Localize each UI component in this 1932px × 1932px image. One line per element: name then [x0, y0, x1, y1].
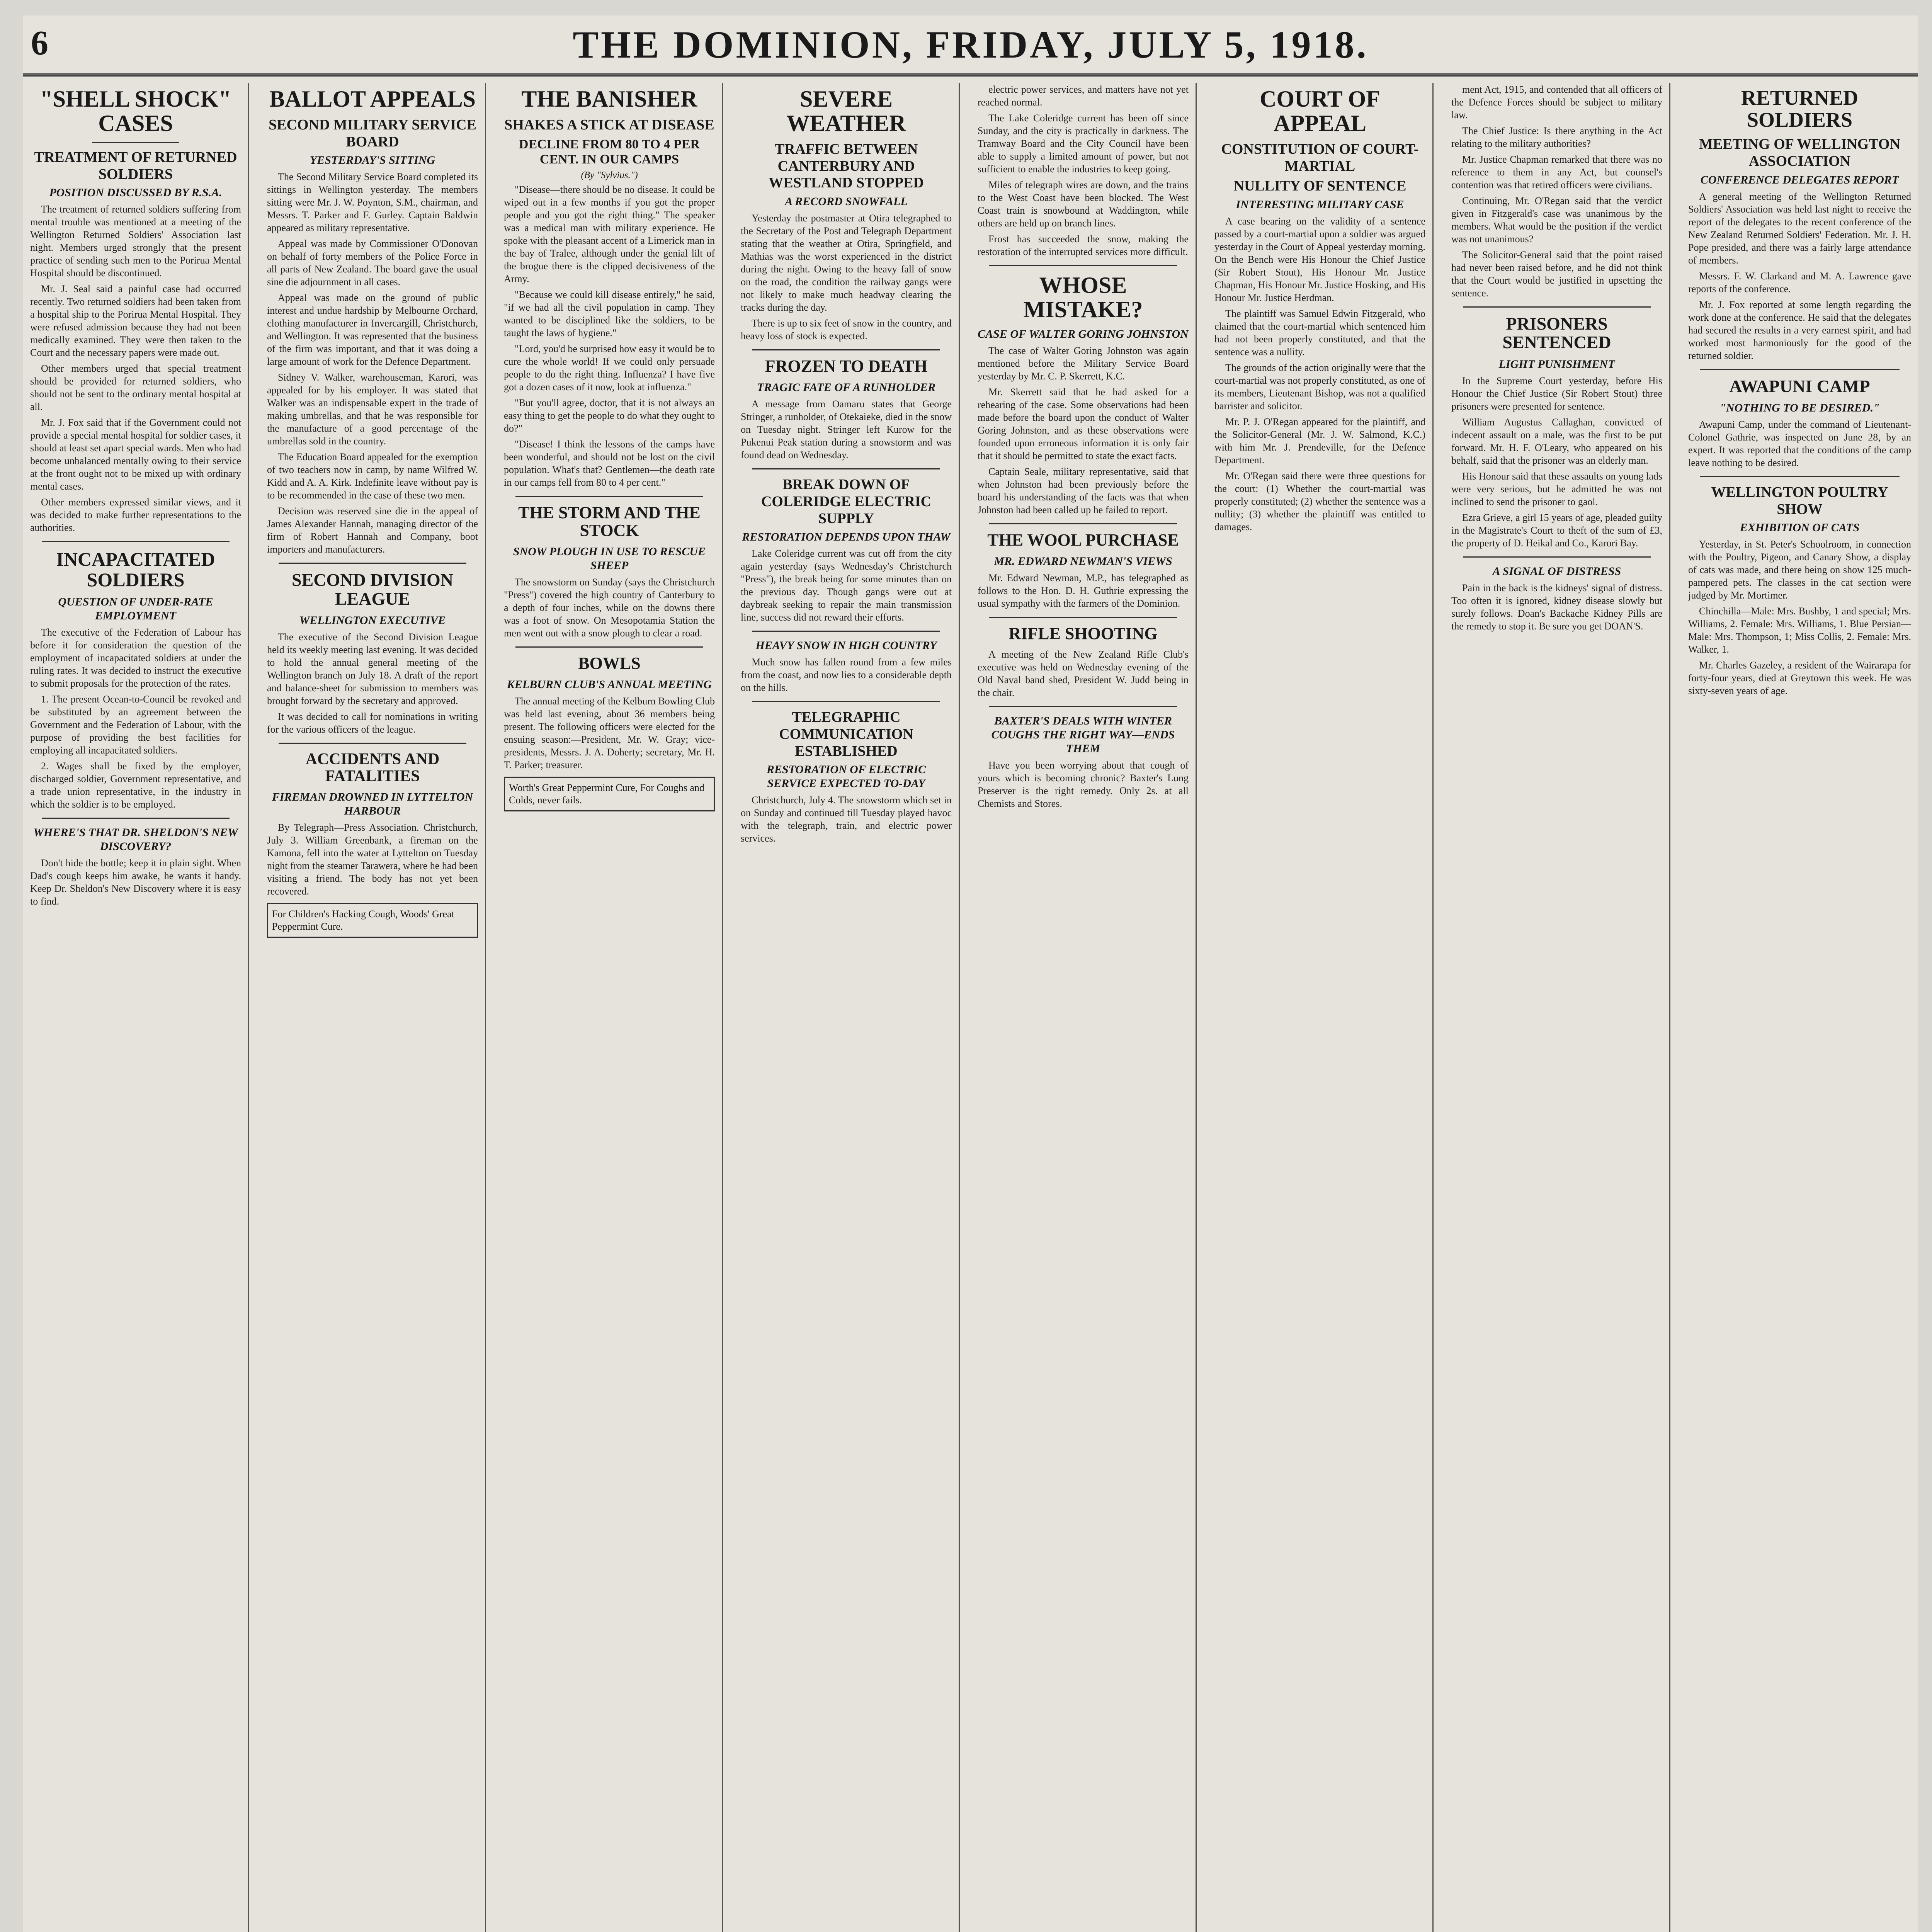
article-paragraph: "Lord, you'd be surprised how easy it would be to cure the whole world! If we could only persuade people to do the right thing. Influenza? I have five got a dozen cases of it now, look at influenza.": [504, 343, 715, 393]
article-paragraph: "Because we could kill disease entirely," he said, "if we had all the civil population in camp. They wanted to be disciplined like the soldiers, to be taught the laws of hygiene.": [504, 289, 715, 338]
article-paragraph: There is up to six feet of snow in the country, and heavy loss of stock is expected.: [741, 318, 952, 342]
article-paragraph: Decision was reserved sine die in the appeal of James Alexander Hannah, managing director of the firm of Robert Hannah and Company, boot importers and manufacturers.: [267, 505, 478, 555]
article-paragraph: Mr. O'Regan said there were three questions for the court: (1) Whether the court-martial was properly constituted; (2) whether the sentence was a nullity; (3) whether the plaintiff was entitled to damages.: [1214, 470, 1425, 533]
advertisement-heading: WHERE'S THAT DR. SHELDON'S NEW DISCOVERY?: [33, 826, 238, 853]
article-paragraph: Appeal was made on the ground of public interest and undue hardship by Melbourne Orchard, clothing manufacturer in Invercargill, Christchurch, and Wellington. It was represented that the business of the firm was important, and that it was doing a large amount of work for the Defence Department.: [267, 292, 478, 367]
article-paragraph: Christchurch, July 4. The snowstorm which set in on Sunday and continued till Tuesday played havoc with the telegraph, train, and electric power services.: [741, 794, 952, 844]
subhead: SHAKES A STICK AT DISEASE: [504, 117, 714, 133]
divider: [752, 631, 940, 632]
article-paragraph: Captain Seale, military representative, said that when Johnston had been previously before the board his understanding of the facts was that when Johnston had been called up he failed to report.: [978, 466, 1189, 515]
headline-incapacitated-soldiers: INCAPACITATED SOLDIERS: [56, 548, 215, 590]
article-paragraph: Appeal was made by Commissioner O'Donovan on behalf of forty members of the Police Force in all parts of New Zealand. The board gave the usual sine die adjournment in all cases.: [267, 238, 478, 288]
headline-storm-and-stock: THE STORM AND THE STOCK: [518, 503, 701, 540]
subhead: RESTORATION DEPENDS UPON THAW: [742, 531, 951, 544]
divider: [752, 701, 940, 702]
article-paragraph: The snowstorm on Sunday (says the Christchurch "Press") covered the high country of Canterbury to a depth of four inches, while on the downs there was a foot of snow. On Mesopotamia Station the men went out with a snow plough to clear a road.: [504, 577, 715, 639]
article-paragraph: Mr. J. Fox said that if the Government could not provide a special mental hospital for soldier cases, it should at least set apart special wards. Men who had become unbalanced mentally owing to their service at the front ought not to be mixed up with ordinary mental cases.: [30, 417, 241, 492]
subhead: CONSTITUTION OF COURT-MARTIAL: [1221, 141, 1419, 174]
headline-returned-soldiers: RETURNED SOLDIERS: [1741, 86, 1859, 131]
divider: [42, 818, 230, 819]
article-paragraph: Awapuni Camp, under the command of Lieutenant-Colonel Gathrie, was inspected on June 28, by an expert. It was reported that the conditions of the camp leave nothing to be desired.: [1688, 419, 1911, 469]
article-paragraph: "Disease—there should be no disease. It could be wiped out in a few months if you got the proper people and you got the right thing." The speaker was a medical man with military experience. He spoke with the pleasant accent of a Limerick man in the bay of Tralee, although under the genial lilt of the brogue there is the clipped decisiveness of the Army.: [504, 184, 715, 284]
article-paragraph: His Honour said that these assaults on young lads were very serious, but he admitted he was not inclined to send the prisoner to gaol.: [1451, 470, 1662, 507]
divider: [989, 617, 1177, 618]
subhead: TRAGIC FATE OF A RUNHOLDER: [757, 381, 936, 394]
headline-court-of-appeal: COURT OF APPEAL: [1260, 86, 1380, 136]
headline-telegraphic: TELEGRAPHIC COMMUNICATION ESTABLISHED: [779, 709, 913, 759]
masthead: [23, 15, 1918, 77]
column-8: [1681, 83, 1918, 1932]
subhead: SECOND MILITARY SERVICE BOARD: [269, 117, 476, 150]
article-paragraph: Other members expressed similar views, and it was decided to make further representations to the authorities.: [30, 497, 241, 534]
article-paragraph: Lake Coleridge current was cut off from the city again yesterday (says Wednesday's Christchurch "Press"), the break being for some minutes than on the previous day. Though gangs were out at daybreak seeking to repair the main transmission line, success did not reward their efforts.: [741, 548, 952, 623]
article-paragraph: Other members urged that special treatment should be provided for returned soldiers, who should not be sent to the ordinary mental hospital at all.: [30, 363, 241, 413]
subhead: FIREMAN DROWNED IN LYTTELTON HARBOUR: [272, 791, 473, 818]
headline-shell-shock: "SHELL SHOCK" CASES: [40, 86, 231, 136]
divider: [1463, 556, 1651, 558]
divider: [515, 646, 703, 648]
article-paragraph: Mr. J. Fox reported at some length regarding the work done at the conference. He said that the delegates had secured the results in a very earnest spirit, and had worked most harmoniously for the good of the returned soldier.: [1688, 299, 1911, 361]
article-paragraph: A case bearing on the validity of a sentence passed by a court-martial upon a soldier was argued yesterday in the Court of Appeal yesterday morning. On the Bench were His Honour the Chief Justice (Sir Robert Stout), His Honour Mr. Justice Chapman, His Honour Mr. Justice Hosking, and His Honour Mr. Justice Herdman.: [1214, 216, 1425, 304]
article-paragraph: Mr. Skerrett said that he had asked for a rehearing of the case. Some observations had been made before the board upon the conduct of Walter Goring Johnston, and as these observations were founded upon erroneous information it is only fair that it should be permitted to state the exact facts.: [978, 386, 1189, 461]
column-6: [1208, 83, 1434, 1932]
newspaper-page: [23, 15, 1918, 1932]
article-paragraph: The executive of the Second Division League held its weekly meeting last evening. It was decided to hold the annual general meeting of the Wellington branch on July 18. A draft of the report and balance-sheet for submission to members was brought forward by the secretary and approved.: [267, 631, 478, 706]
article-paragraph: A message from Oamaru states that George Stringer, a runholder, of Otekaieke, died in the snow on Tuesday night. Stringer left Kurow for the Pukenui Peak station during a snowstorm and was found dead on Wednesday.: [741, 398, 952, 461]
headline-severe-weather: SEVERE WEATHER: [786, 86, 906, 136]
article-paragraph: The Solicitor-General said that the point raised had never been raised before, and he did not think that the Court would be justified in upsetting the sentence.: [1451, 249, 1662, 299]
article-paragraph: The Second Military Service Board completed its sittings in Wellington yesterday. The members sitting were Mr. J. W. Poynton, S.M., chairman, and Messrs. T. Parker and F. Gurley. Captain Baldwin appeared as military representative.: [267, 171, 478, 234]
article-paragraph: It was decided to call for nominations in writing for the various officers of the league.: [267, 711, 478, 735]
subhead: TREATMENT OF RETURNED SOLDIERS: [34, 149, 237, 182]
article-paragraph: Chinchilla—Male: Mrs. Bushby, 1 and special; Mrs. Williams, 2. Female: Mrs. Williams, 1. Blue Persian—Male: Mrs. Thompson, 1; Miss Collis, 2. Female: Mrs. Walker, 1.: [1688, 605, 1911, 655]
headline-accidents: ACCIDENTS AND FATALITIES: [305, 750, 440, 786]
article-paragraph: The Education Board appealed for the exemption of two teachers now in camp, by name Wilfred W. Kidd and A. A. Kirk. Indefinite leave without pay is to be recommended in the case of these two men.: [267, 451, 478, 501]
article-paragraph: The case of Walter Goring Johnston was again mentioned before the Military Service Board yesterday by Mr. C. P. Skerrett, K.C.: [978, 345, 1189, 382]
advertisement-text: Pain in the back is the kidneys' signal of distress. Too often it is ignored, kidney disease slowly but surely follows. Doan's Backache Kidney Pills are the remedy to stop it. Be sure you get DOAN'S.: [1451, 582, 1662, 632]
article-paragraph: The treatment of returned soldiers suffering from mental trouble was mentioned at a meeting of the Wellington Returned Soldiers' Association last night. Members urged strongly that the present practice of sending such men to the Porirua Mental Hospital should be discontinued.: [30, 204, 241, 279]
subhead: "NOTHING TO BE DESIRED.": [1719, 401, 1880, 415]
article-paragraph: A meeting of the New Zealand Rifle Club's executive was held on Wednesday evening of the Old Naval band shed, President W. Judd being in the chair.: [978, 649, 1189, 699]
article-paragraph: Mr. J. Seal said a painful case had occurred recently. Two returned soldiers had been taken from a hospital ship to the Porirua Mental Hospital. They were refused admission because they had not been medically examined. They were then taken to the Court and the necessary papers were made out.: [30, 283, 241, 359]
headline-whose-mistake: WHOSE MISTAKE?: [1023, 272, 1143, 322]
column-2: [260, 83, 486, 1932]
article-paragraph: Yesterday the postmaster at Otira telegraphed to the Secretary of the Post and Telegraph Department stating that the weather at Otira, Springfield, and Mathias was the worst experienced in the district during the night. Owing to the heavy fall of snow on the road, the condition the railway gangs were not likely to make much headway clearing the tracks during the day.: [741, 213, 952, 313]
article-paragraph: Much snow has fallen round from a few miles from the coast, and now lies to a considerable depth on the hills.: [741, 656, 952, 694]
headline-the-banisher: THE BANISHER: [521, 86, 697, 112]
subhead: NULLITY OF SENTENCE: [1233, 178, 1406, 194]
subhead: INTERESTING MILITARY CASE: [1236, 198, 1404, 211]
advertisement-text: Have you been worrying about that cough of yours which is becoming chronic? Baxter's Lung Preserver is the right remedy. Only 2s. at all Chemists and Stores.: [978, 760, 1189, 810]
article-paragraph: The plaintiff was Samuel Edwin Fitzgerald, who claimed that the court-martial which sentenced him had not been properly constituted, and that the sentence was a nullity.: [1214, 308, 1425, 358]
column-4: [734, 83, 960, 1932]
subhead: MEETING OF WELLINGTON ASSOCIATION: [1699, 136, 1900, 170]
divider: [1463, 306, 1651, 308]
article-paragraph: "But you'll agree, doctor, that it is not always an easy thing to get the people to do what they ought to do?": [504, 397, 715, 434]
article-paragraph: The executive of the Federation of Labour has before it for consideration the question of the employment of incapacitated soldiers at under the ruling rates. It was decided to instruct the executive to submit proposals for the protection of the rates.: [30, 627, 241, 689]
column-5: [971, 83, 1197, 1932]
headline-prisoners-sentenced: PRISONERS SENTENCED: [1502, 314, 1611, 352]
column-7: [1444, 83, 1670, 1932]
divider: [92, 142, 179, 143]
subhead: KELBURN CLUB'S ANNUAL MEETING: [507, 678, 712, 691]
advertisement-text: Don't hide the bottle; keep it in plain sight. When Dad's cough keeps him awake, he wants it handy. Keep Dr. Sheldon's New Discovery where it is easy to find.: [30, 857, 241, 907]
article-paragraph: Continuing, Mr. O'Regan said that the verdict given in Fitzgerald's case was unanimous by the members. What would be the position if the verdict was not unanimous?: [1451, 195, 1662, 245]
subhead: LIGHT PUNISHMENT: [1498, 357, 1615, 371]
column-1: [23, 83, 249, 1932]
subhead: RESTORATION OF ELECTRIC SERVICE EXPECTED TO-DAY: [766, 763, 926, 790]
article-paragraph: Mr. Justice Chapman remarked that there was no reference to them in any Act, but counsel's contention was that retired officers were civilians.: [1451, 154, 1662, 190]
article-paragraph: Mr. Edward Newman, M.P., has telegraphed as follows to the Hon. D. H. Guthrie expressing the usual sympathy with the farmers of the Dominion.: [978, 572, 1189, 609]
subhead: QUESTION OF UNDER-RATE EMPLOYMENT: [58, 595, 213, 622]
article-paragraph: The annual meeting of the Kelburn Bowling Club was held last evening, about 36 members being present. The following officers were elected for the ensuing season:—President, Mr. W. Gray; vice-presidents, Messrs. J. A. Doherty; secretary, Mr. H. T. Parker; treasurer.: [504, 696, 715, 771]
advertisement: For Children's Hacking Cough, Woods' Great Peppermint Cure.: [267, 903, 478, 938]
article-paragraph: Mr. Charles Gazeley, a resident of the Wairarapa for forty-four years, died at Greytown this week. He was sixty-seven years of age.: [1688, 660, 1911, 697]
subhead: POSITION DISCUSSED BY R.S.A.: [49, 186, 222, 199]
advertisement: Worth's Great Peppermint Cure, For Coughs and Colds, never fails.: [504, 777, 715, 811]
divider: [752, 349, 940, 350]
article-paragraph: By Telegraph—Press Association. Christchurch, July 3. William Greenbank, a fireman on the Kamona, fell into the water at Lyttelton on Tuesday night from the steamer Tarawera, where he had been visiting a friend. The body has not yet been recovered.: [267, 822, 478, 897]
article-paragraph: ment Act, 1915, and contended that all officers of the Defence Forces should be subject to military law.: [1451, 84, 1662, 121]
subhead: YESTERDAY'S SITTING: [310, 154, 435, 167]
subhead: CASE OF WALTER GORING JOHNSTON: [978, 328, 1189, 340]
article-paragraph: A general meeting of the Wellington Returned Soldiers' Association was held last night to receive the report of the delegates to the recent conference of the New Zealand Returned Soldiers' Federation. Mr. J. H. Pope presided, and there was a fairly large attendance of members.: [1688, 190, 1911, 266]
subhead: TRAFFIC BETWEEN CANTERBURY AND WESTLAND STOPPED: [769, 141, 924, 191]
divider: [1700, 476, 1900, 477]
article-paragraph: Ezra Grieve, a girl 15 years of age, pleaded guilty in the Magistrate's Court to theft of the sum of £3, the property of D. Heikal and Co., Karori Bay.: [1451, 512, 1662, 549]
divider: [42, 541, 230, 542]
masthead-title: THE DOMINION, FRIDAY, JULY 5, 1918.: [573, 23, 1369, 66]
divider: [279, 743, 466, 744]
column-3: [497, 83, 723, 1932]
article-paragraph: 1. The present Ocean-to-Council be revoked and be substituted by an agreement between the Government and the Federation of Labour, with the purpose of providing the best facilities for employing all incapacitated soldiers.: [30, 694, 241, 756]
headline-wool-purchase: THE WOOL PURCHASE: [987, 531, 1179, 549]
subhead: CONFERENCE DELEGATES REPORT: [1700, 173, 1899, 186]
article-paragraph: Miles of telegraph wires are down, and the trains to the West Coast have been blocked. The West Coast train is snowbound at Waddington, while others are held up on branch lines.: [978, 179, 1189, 229]
subhead: MR. EDWARD NEWMAN'S VIEWS: [994, 555, 1172, 568]
article-paragraph: "Disease! I think the lessons of the camps have been wonderful, and should not be lost on the civil population. What's that? Gentlemen—the death rate in our camps fell from 80 to 4 per cent.": [504, 438, 715, 488]
headline-ballot-appeals: BALLOT APPEALS: [269, 86, 476, 112]
divider: [989, 523, 1177, 524]
subhead: A RECORD SNOWFALL: [785, 195, 908, 208]
headline-frozen-to-death: FROZEN TO DEATH: [765, 357, 928, 376]
byline: (By "Sylvius."): [581, 170, 638, 180]
advertisement-heading: BAXTER'S DEALS WITH WINTER COUGHS THE RIGHT WAY—ENDS THEM: [991, 714, 1175, 755]
columns: [23, 83, 1918, 1932]
article-paragraph: Messrs. F. W. Clarkand and M. A. Lawrence gave reports of the conference.: [1688, 270, 1911, 294]
headline-electric-supply: BREAK DOWN OF COLERIDGE ELECTRIC SUPPLY: [761, 476, 932, 527]
article-paragraph: The grounds of the action originally were that the court-martial was not properly constituted, as one of its members, Lieutenant Bishop, was not a qualified barrister and solicitor.: [1214, 362, 1425, 412]
page-number: 6: [31, 24, 48, 62]
article-paragraph: The Lake Coleridge current has been off since Sunday, and the city is practically in darkness. The Tramway Board and the City Council have been able to supply a limited amount of power, but not sufficient to enable the industries to keep going.: [978, 112, 1189, 175]
article-paragraph: The Chief Justice: Is there anything in the Act relating to the military authorities?: [1451, 125, 1662, 149]
article-paragraph: Sidney V. Walker, warehouseman, Karori, was appealed for by his employer. It was stated that Walker was an indispensable expert in the trade of making umbrellas, and that he was responsible for the manufacture of a good percentage of the umbrellas sold in the country.: [267, 372, 478, 447]
article-paragraph: William Augustus Callaghan, convicted of indecent assault on a male, was the first to be put forward. Mr. H. F. O'Leary, who appeared on his behalf, said that the prisoner was an elderly man.: [1451, 416, 1662, 466]
advertisement-heading: A SIGNAL OF DISTRESS: [1492, 565, 1621, 578]
headline-poultry-show: WELLINGTON POULTRY SHOW: [1711, 484, 1888, 517]
headline-rifle-shooting: RIFLE SHOOTING: [1009, 624, 1158, 643]
article-paragraph: In the Supreme Court yesterday, before His Honour the Chief Justice (Sir Robert Stout) three prisoners were presented for sentence.: [1451, 375, 1662, 412]
article-paragraph: Yesterday, in St. Peter's Schoolroom, in connection with the Poultry, Pigeon, and Canary Show, a display of cats was made, and there being on show 125 much-pampered pets. The classes in the cat section were judged by Mr. Mortimer.: [1688, 539, 1911, 601]
article-paragraph: electric power services, and matters have not yet reached normal.: [978, 84, 1189, 108]
divider: [515, 496, 703, 497]
article-paragraph: 2. Wages shall be fixed by the employer, discharged soldier, Government representative, and a trade union representative, in the industry in which the soldier is to be employed.: [30, 760, 241, 810]
divider: [752, 468, 940, 469]
subhead: EXHIBITION OF CATS: [1740, 521, 1860, 534]
divider: [279, 563, 466, 564]
subhead: DECLINE FROM 80 TO 4 PER CENT. IN OUR CAMPS: [519, 137, 700, 167]
subhead: SNOW PLOUGH IN USE TO RESCUE SHEEP: [513, 545, 706, 572]
article-paragraph: Frost has succeeded the snow, making the restoration of the interrupted services more difficult.: [978, 233, 1189, 257]
divider: [989, 265, 1177, 266]
divider: [989, 706, 1177, 707]
article-paragraph: Mr. P. J. O'Regan appeared for the plaintiff, and the Solicitor-General (Mr. J. W. Salmond, K.C.) with him Mr. J. Prendeville, for the Defence Department.: [1214, 416, 1425, 466]
headline-second-division-league: SECOND DIVISION LEAGUE: [292, 570, 453, 609]
subhead: WELLINGTON EXECUTIVE: [299, 614, 446, 627]
subhead: HEAVY SNOW IN HIGH COUNTRY: [755, 639, 937, 652]
headline-bowls: BOWLS: [578, 654, 641, 673]
headline-awapuni-camp: AWAPUNI CAMP: [1729, 376, 1870, 396]
divider: [1700, 369, 1900, 370]
